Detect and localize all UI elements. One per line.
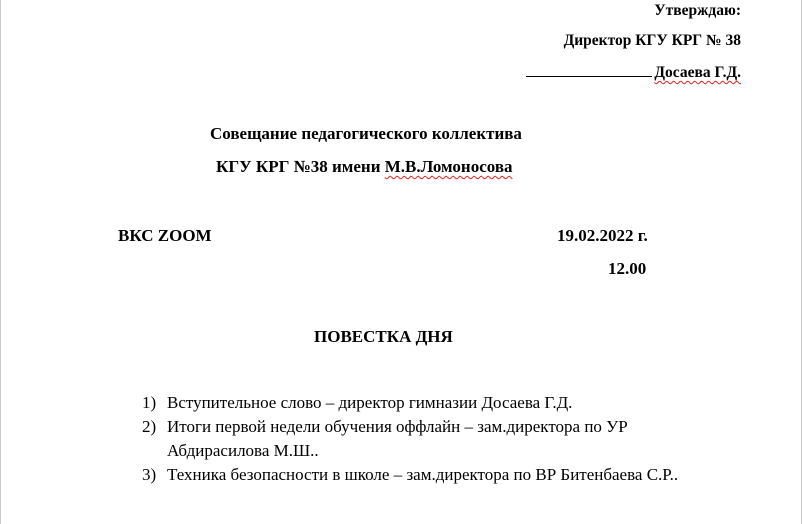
list-item-text: Вступительное слово – директор гимназии Досаева Г.Д. [167,393,573,412]
list-item-number: 1) [142,393,157,412]
list-item-text-continued: Абдирасилова М.Ш.. [167,441,319,460]
list-item-text: Техника безопасности в школе – зам.директора по ВР Битенбаева С.Р.. [167,465,679,484]
heading-namesake: М.В.Ломоносова [384,157,513,176]
director-title: Директор КГУ КРГ № 38 [563,32,741,49]
page-border-left [0,0,1,524]
meeting-time: 12.00 [608,259,647,278]
signature-blank [526,62,652,77]
heading-school: КГУ КРГ №38 имени [216,157,385,176]
list-item-number: 2) [142,417,157,436]
list-item-number: 3) [142,465,157,484]
meeting-date: 19.02.2022 г. [557,226,648,245]
director-signature-line [526,62,741,82]
heading-line2 [216,157,513,177]
heading-line1: Совещание педагогического коллектива [210,124,522,143]
agenda-title: ПОВЕСТКА ДНЯ [314,327,453,346]
director-name: Досаева Г.Д. [654,64,741,81]
approve-label: Утверждаю: [654,2,741,19]
meeting-location: ВКС ZOOM [118,226,212,245]
list-item-text: Итоги первой недели обучения оффлайн – зам.директора по УР [167,417,628,436]
